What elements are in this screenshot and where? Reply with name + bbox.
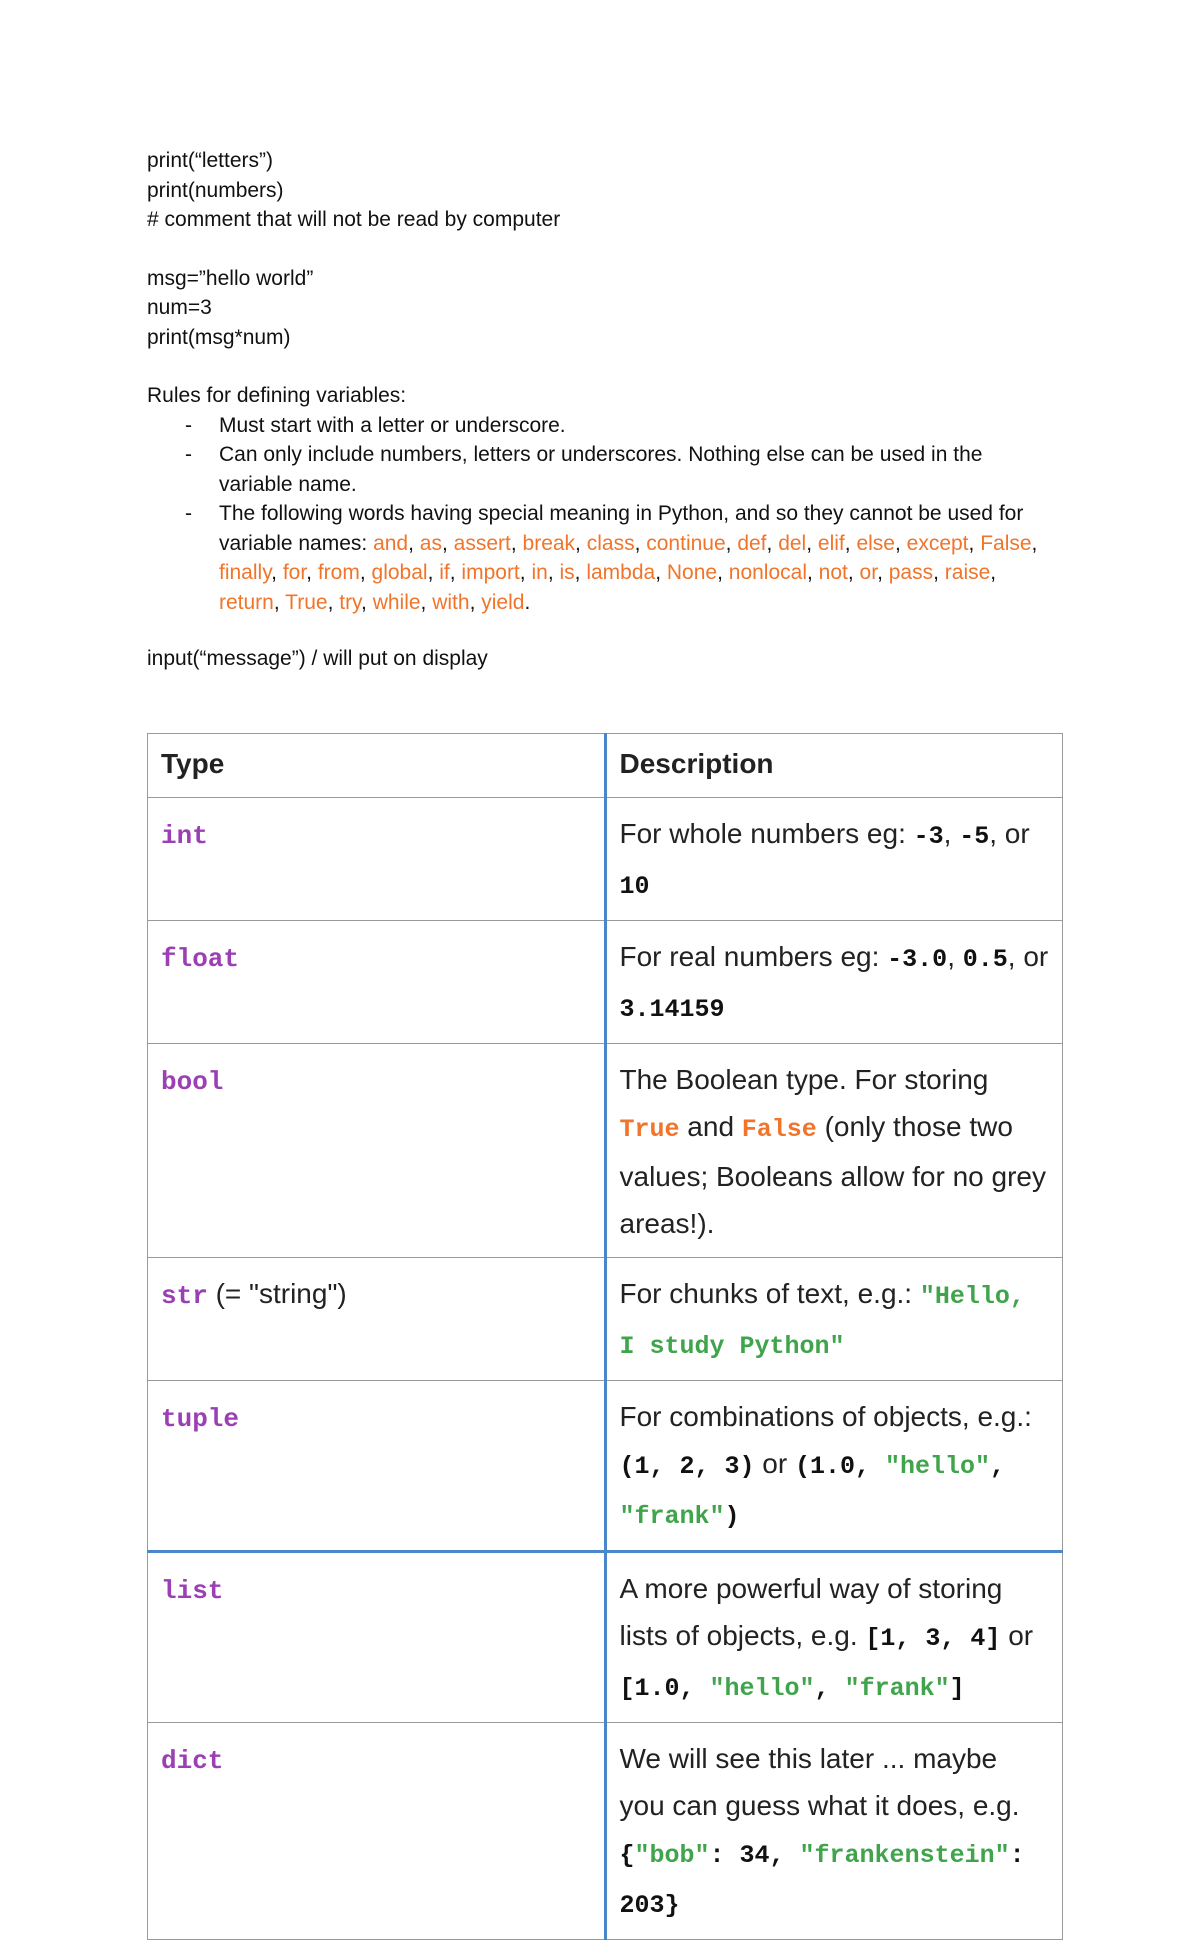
reserved-word: False <box>980 531 1032 555</box>
reserved-word: return <box>219 590 274 614</box>
reserved-word: break <box>522 531 576 555</box>
reserved-word: as <box>419 531 442 555</box>
reserved-word: if <box>439 561 450 584</box>
reserved-word: None <box>666 561 718 584</box>
reserved-word: pass <box>888 561 934 584</box>
reserved-word: finally <box>219 561 272 584</box>
reserved-word: lambda <box>586 561 656 584</box>
reserved-word: def <box>737 531 767 555</box>
reserved-word: from <box>317 561 360 584</box>
code-line-print-letters: print(“letters”) <box>147 149 274 172</box>
reserved-word: is <box>559 561 575 584</box>
type-description: For whole numbers eg: -3, -5, or 10 <box>605 798 1063 921</box>
reserved-word: for <box>282 561 307 584</box>
rule-item: - Must start with a letter or underscore. <box>185 413 566 437</box>
reserved-word: else <box>856 531 895 555</box>
table-row <box>148 921 1063 1044</box>
code-line-print-msg: print(msg*num) <box>147 325 291 349</box>
type-description: For combinations of objects, e.g.: (1, 2, 3) or (1.0, "hello", "frank") <box>605 1381 1063 1552</box>
reserved-word: yield <box>481 590 525 614</box>
table-header-row <box>148 734 1063 798</box>
rule-item-reserved: - The following words having special meaning in Python, and so they cannot be used for variable names: and, as, assert, break, class, continue, def, del, elif, else, except, False, finally, for, from, global, if, import, in, is, lambda, None, nonlocal, not, or, pass, raise, return, True, try, while, with, yield. <box>185 502 1038 614</box>
reserved-word: nonlocal <box>728 561 807 584</box>
reserved-word: while <box>372 590 421 614</box>
header-description: Description <box>605 734 1063 798</box>
reserved-word: and <box>373 531 409 555</box>
code-line-comment: # comment that will not be read by computer <box>147 208 561 231</box>
table-row <box>148 1381 1063 1552</box>
document-body <box>147 146 1067 674</box>
code-line-msg: msg=”hello world” <box>147 266 314 290</box>
type-name: tuple <box>161 1404 240 1434</box>
code-line-num: num=3 <box>147 296 212 319</box>
reserved-word: in <box>531 561 548 584</box>
table-row <box>148 1044 1063 1258</box>
input-line: input(“message”) / will put on display <box>147 647 488 670</box>
table-row <box>148 1552 1063 1723</box>
reserved-word: True <box>285 590 328 614</box>
type-description: A more powerful way of storing lists of objects, e.g. [1, 3, 4] or [1.0, "hello", "frank"] <box>605 1552 1063 1723</box>
type-description: For chunks of text, e.g.: "Hello, I study Python" <box>605 1258 1063 1381</box>
reserved-word: continue <box>646 531 726 555</box>
rules-list <box>147 411 1067 618</box>
reserved-words: and, as, assert, break, class, continue, def, del, elif, else, except, False, finally, for, from, global, if, import, in, is, lambda, None, nonlocal, not, or, pass, raise, return, True, try, while, with, yield. <box>219 531 1038 614</box>
header-type: Type <box>148 734 606 798</box>
table-row: str (= "string") For chunks of text, e.g.: "Hello, I study Python" <box>148 1258 1063 1381</box>
type-name: int <box>161 821 208 851</box>
reserved-word: raise <box>944 561 991 584</box>
type-name: float <box>161 944 240 974</box>
reserved-word: not <box>818 561 848 584</box>
reserved-word: global <box>371 561 428 584</box>
reserved-word: try <box>339 590 362 614</box>
table-row <box>148 1723 1063 1940</box>
type-name: dict <box>161 1746 224 1776</box>
types-table <box>147 733 1063 1940</box>
blank-line <box>147 617 1067 644</box>
reserved-word: class <box>586 531 635 555</box>
reserved-word: with <box>432 590 470 614</box>
code-line-print-numbers: print(numbers) <box>147 178 284 202</box>
type-name: list <box>161 1576 224 1606</box>
rules-title: Rules for defining variables: <box>147 384 407 407</box>
type-description: The Boolean type. For storing True and False (only those two values; Booleans allow for no grey areas!). <box>605 1044 1063 1258</box>
rule-item: - Can only include numbers, letters or underscores. Nothing else can be used in the variable name. <box>185 443 983 496</box>
reserved-word: except <box>906 531 969 555</box>
blank-line <box>147 352 1067 381</box>
blank-line <box>147 235 1067 264</box>
reserved-word: assert <box>453 531 511 555</box>
table-row <box>148 798 1063 921</box>
type-name: bool <box>161 1067 224 1097</box>
type-description: For real numbers eg: -3.0, 0.5, or 3.14159 <box>605 921 1063 1044</box>
reserved-word: del <box>778 531 807 555</box>
type-description: We will see this later ... maybe you can guess what it does, e.g. {"bob": 34, "frankenstein": 203} <box>605 1723 1063 1940</box>
reserved-word: elif <box>817 531 845 555</box>
type-name: str <box>161 1281 208 1311</box>
reserved-word: or <box>859 561 878 584</box>
reserved-word: import <box>461 561 520 584</box>
